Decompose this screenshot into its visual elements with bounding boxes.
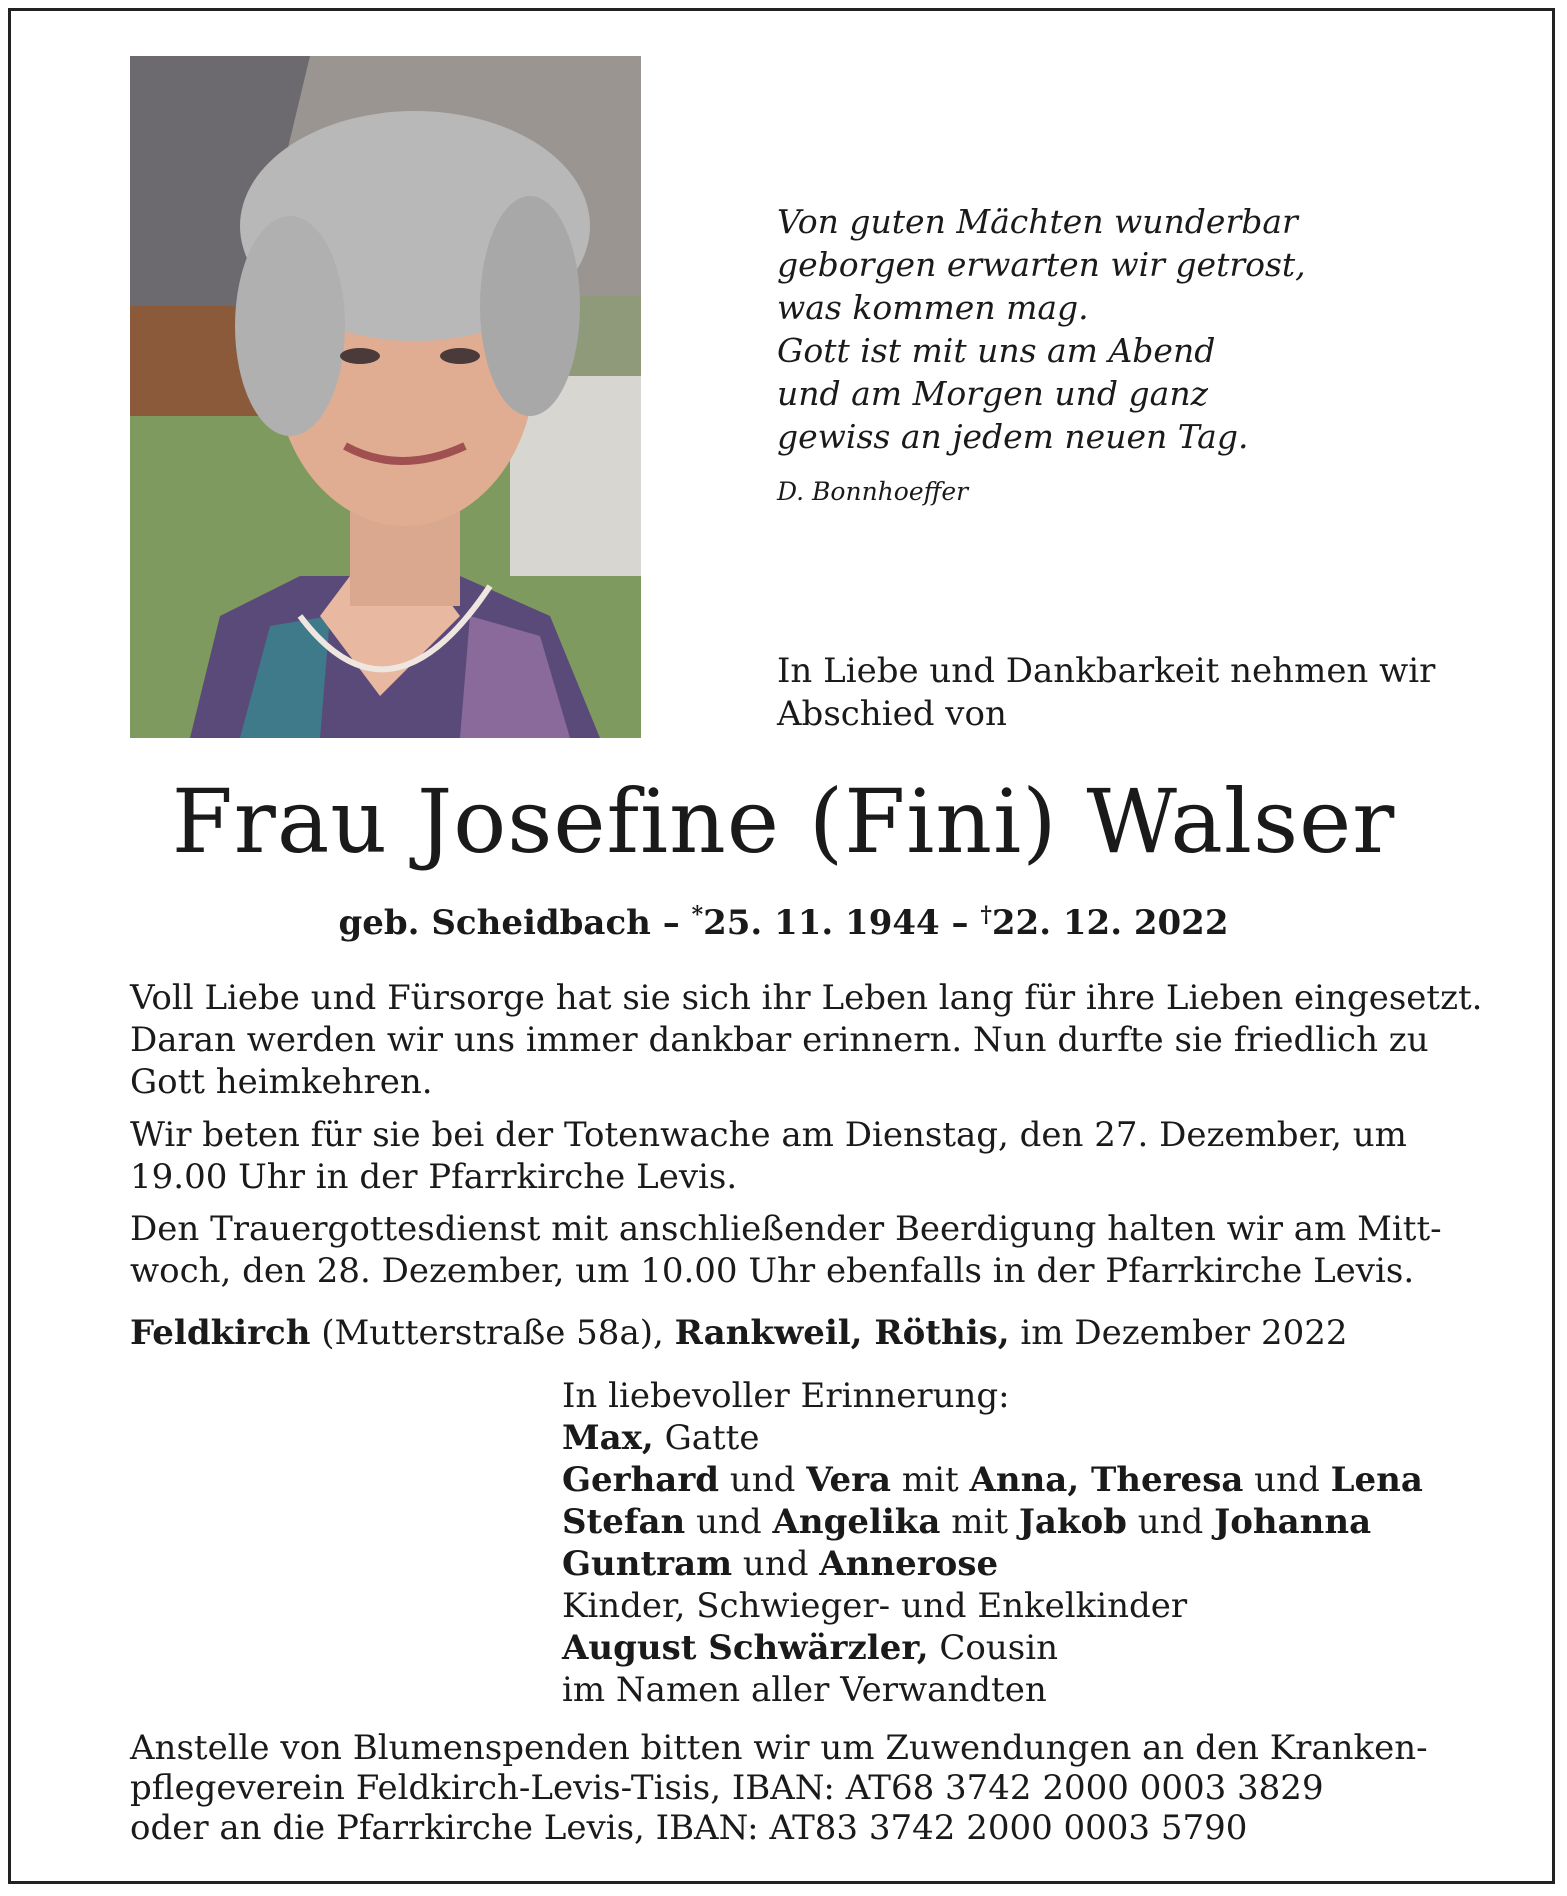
name-august: August Schwärzler, bbox=[562, 1628, 929, 1668]
quote-line: geborgen erwarten wir getrost, bbox=[777, 245, 1306, 284]
role: Cousin bbox=[928, 1628, 1059, 1668]
family-line-gerhard bbox=[562, 1459, 1423, 1501]
month-year: im Dezember 2022 bbox=[1009, 1313, 1348, 1353]
conj: mit bbox=[891, 1460, 970, 1500]
conj: und bbox=[732, 1544, 820, 1584]
paragraph-line: Daran werden wir uns immer dankbar erinnern. Nun durfte sie friedlich zu bbox=[130, 1020, 1429, 1060]
family-list bbox=[562, 1375, 1423, 1711]
family-line-max bbox=[562, 1417, 1423, 1459]
conj: mit bbox=[940, 1502, 1019, 1542]
name-lena: Lena bbox=[1330, 1460, 1423, 1500]
separator-dash: – bbox=[662, 903, 680, 943]
paragraph-line: Gott heimkehren. bbox=[130, 1062, 433, 1102]
paragraph-funeral bbox=[130, 1208, 1440, 1292]
paragraph-line: 19.00 Uhr in der Pfarrkirche Levis. bbox=[130, 1157, 738, 1197]
quote-line: und am Morgen und ganz bbox=[777, 374, 1208, 413]
life-dates bbox=[0, 902, 1567, 943]
conj: und bbox=[1126, 1502, 1215, 1542]
donation-line: Anstelle von Blumenspenden bitten wir um Zuwendungen an den Kranken- bbox=[130, 1728, 1428, 1768]
donation-line: pflegeverein Feldkirch-Levis-Tisis, IBAN: AT68 3742 2000 0003 3829 bbox=[130, 1768, 1324, 1808]
death-date: 22. 12. 2022 bbox=[991, 903, 1229, 943]
deceased-name: Frau Josefine (Fini) Walser bbox=[171, 770, 1396, 873]
quote-block bbox=[777, 200, 1477, 513]
quote-line: Von guten Mächten wunderbar bbox=[777, 202, 1298, 241]
name-annerose: Annerose bbox=[819, 1544, 999, 1584]
name-guntram: Guntram bbox=[562, 1544, 733, 1584]
paragraph-line: Voll Liebe und Fürsorge hat sie sich ihr Leben lang für ihre Lieben eingesetzt. bbox=[130, 978, 1483, 1018]
name-jakob: Jakob bbox=[1018, 1502, 1127, 1542]
paragraph-line: woch, den 28. Dezember, um 10.00 Uhr ebenfalls in der Pfarrkirche Levis. bbox=[130, 1251, 1415, 1291]
separator-dash: – bbox=[951, 903, 969, 943]
intro-line: In Liebe und Dankbarkeit nehmen wir bbox=[777, 651, 1436, 691]
quote-author: D. Bonnhoeffer bbox=[777, 477, 969, 506]
family-line-guntram bbox=[562, 1543, 1423, 1585]
family-line-relatives: im Namen aller Verwandten bbox=[562, 1670, 1047, 1710]
name-vera: Vera bbox=[806, 1460, 892, 1500]
family-line-kinder: Kinder, Schwieger- und Enkelkinder bbox=[562, 1586, 1188, 1626]
city-feldkirch: Feldkirch bbox=[130, 1313, 311, 1353]
paragraph-life bbox=[130, 977, 1483, 1103]
family-line-stefan bbox=[562, 1501, 1423, 1543]
address: (Mutterstraße 58a), bbox=[310, 1313, 675, 1353]
conj: und bbox=[1243, 1460, 1331, 1500]
name-johanna: Johanna bbox=[1214, 1502, 1372, 1542]
paragraph-vigil bbox=[130, 1114, 1440, 1198]
place-line bbox=[130, 1312, 1440, 1354]
portrait-photo bbox=[130, 56, 641, 738]
family-heading: In liebevoller Erinnerung: bbox=[562, 1376, 1010, 1416]
name-gerhard: Gerhard bbox=[562, 1460, 720, 1500]
place-date-line bbox=[130, 1312, 1440, 1354]
death-symbol: † bbox=[980, 902, 992, 928]
birth-symbol: * bbox=[691, 902, 704, 928]
quote-line: gewiss an jedem neuen Tag. bbox=[777, 417, 1249, 456]
conj: und bbox=[719, 1460, 807, 1500]
name-anna-theresa: Anna, Theresa bbox=[969, 1460, 1244, 1500]
donation-line: oder an die Pfarrkirche Levis, IBAN: AT83 3742 2000 0003 5790 bbox=[130, 1808, 1248, 1848]
quote-line: Gott ist mit uns am Abend bbox=[777, 331, 1216, 370]
name-max: Max, bbox=[562, 1418, 654, 1458]
birth-name: geb. Scheidbach bbox=[338, 903, 651, 943]
intro-line: Abschied von bbox=[777, 694, 1007, 734]
birth-date: 25. 11. 1944 bbox=[703, 903, 940, 943]
name-stefan: Stefan bbox=[562, 1502, 686, 1542]
donation-note bbox=[130, 1728, 1428, 1848]
family-line-august bbox=[562, 1627, 1423, 1669]
name-angelika: Angelika bbox=[772, 1502, 941, 1542]
paragraph-line: Wir beten für sie bei der Totenwache am Dienstag, den 27. Dezember, um bbox=[130, 1115, 1407, 1155]
quote-line: was kommen mag. bbox=[777, 288, 1089, 327]
conj: und bbox=[685, 1502, 773, 1542]
paragraph-line: Den Trauergottesdienst mit anschließender Beerdigung halten wir am Mitt- bbox=[130, 1209, 1442, 1249]
city-rankweil-roethis: Rankweil, Röthis, bbox=[674, 1313, 1010, 1353]
role: Gatte bbox=[653, 1418, 760, 1458]
intro-text bbox=[777, 650, 1477, 736]
